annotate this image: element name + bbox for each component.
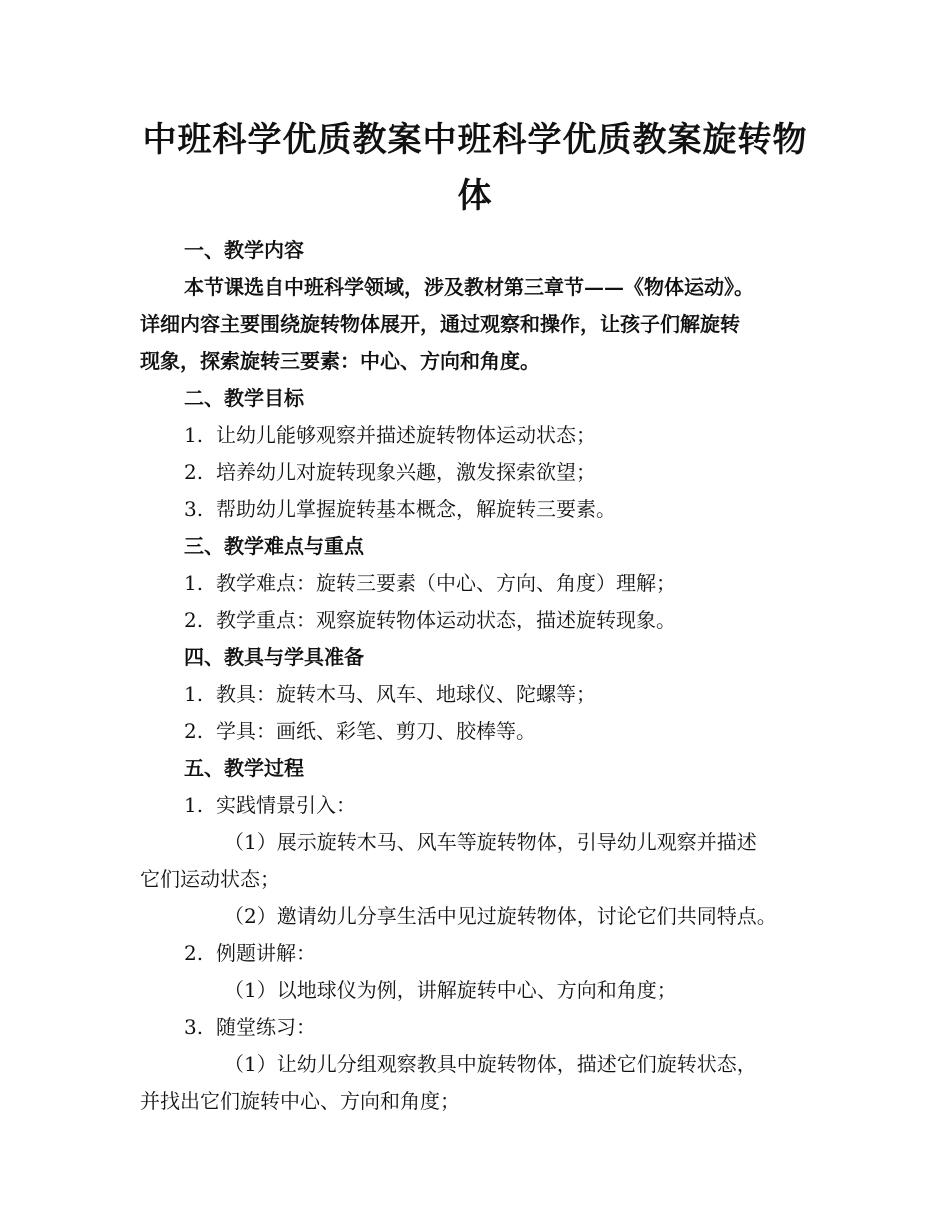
sub-item [140, 898, 810, 935]
section-heading-process: 五、教学过程 [184, 756, 304, 780]
list-item-number: 2. [184, 460, 204, 484]
list-item [140, 454, 810, 491]
list-item-text: 培养幼儿对旋转现象兴趣，激发探索欲望； [216, 460, 596, 484]
paragraph-line: 现象，探索旋转三要素：中心、方向和角度。 [140, 349, 540, 373]
list-item [140, 676, 810, 713]
section-heading-key-points: 三、教学难点与重点 [184, 534, 364, 558]
list-item-text: 例题讲解： [216, 941, 316, 965]
list-item [140, 602, 810, 639]
paragraph-line: 本节课选自中班科学领域，涉及教材第三章节——《物体运动》。 [184, 275, 754, 299]
list-item-number: 3. [184, 1015, 204, 1039]
list-item [140, 565, 810, 602]
section-heading-materials: 四、教具与学具准备 [184, 645, 364, 669]
sub-item-text: （1）展示旋转木马、风车等旋转物体，引导幼儿观察并描述 [224, 830, 757, 854]
list-item-number: 3. [184, 497, 204, 521]
list-item-number: 1. [184, 682, 204, 706]
list-item [140, 787, 810, 824]
list-item-number: 1. [184, 793, 204, 817]
list-item-text: 教学难点：旋转三要素（中心、方向、角度）理解； [216, 571, 676, 595]
section-content-paragraph [140, 269, 810, 380]
list-item-number: 1. [184, 423, 204, 447]
list-item-text: 让幼儿能够观察并描述旋转物体运动状态； [216, 423, 596, 447]
list-item [140, 713, 810, 750]
list-item-number: 2. [184, 608, 204, 632]
paragraph-line: 详细内容主要围绕旋转物体展开，通过观察和操作，让孩子们解旋转 [140, 312, 740, 336]
title-line-2: 体 [457, 176, 493, 216]
list-item [140, 417, 810, 454]
sub-item-text: （1）让幼儿分组观察教具中旋转物体，描述它们旋转状态， [224, 1052, 757, 1076]
title-line-1: 中班科学优质教案中班科学优质教案旋转物 [142, 120, 808, 160]
list-item-text: 教具：旋转木马、风车、地球仪、陀螺等； [216, 682, 596, 706]
sub-item [140, 972, 810, 1009]
sub-item-text: （2）邀请幼儿分享生活中见过旋转物体，讨论它们共同特点。 [224, 904, 777, 928]
list-item-number: 2. [184, 719, 204, 743]
list-item-text: 实践情景引入： [216, 793, 356, 817]
document-page [140, 112, 810, 1120]
sub-item-continuation: 并找出它们旋转中心、方向和角度； [140, 1089, 460, 1113]
sub-item-continuation: 它们运动状态； [140, 867, 280, 891]
section-heading-objectives: 二、教学目标 [184, 386, 304, 410]
sub-item-text: （1）以地球仪为例，讲解旋转中心、方向和角度； [224, 978, 677, 1002]
list-item-text: 随堂练习： [216, 1015, 316, 1039]
list-item [140, 935, 810, 972]
list-item [140, 1009, 810, 1046]
list-item-text: 帮助幼儿掌握旋转基本概念，解旋转三要素。 [216, 497, 616, 521]
sub-item [140, 1046, 810, 1120]
document-title [140, 112, 810, 224]
list-item-text: 学具：画纸、彩笔、剪刀、胶棒等。 [216, 719, 536, 743]
list-item-number: 2. [184, 941, 204, 965]
sub-item [140, 824, 810, 898]
list-item-text: 教学重点：观察旋转物体运动状态，描述旋转现象。 [216, 608, 676, 632]
section-heading-content: 一、教学内容 [184, 238, 304, 262]
list-item [140, 491, 810, 528]
list-item-number: 1. [184, 571, 204, 595]
